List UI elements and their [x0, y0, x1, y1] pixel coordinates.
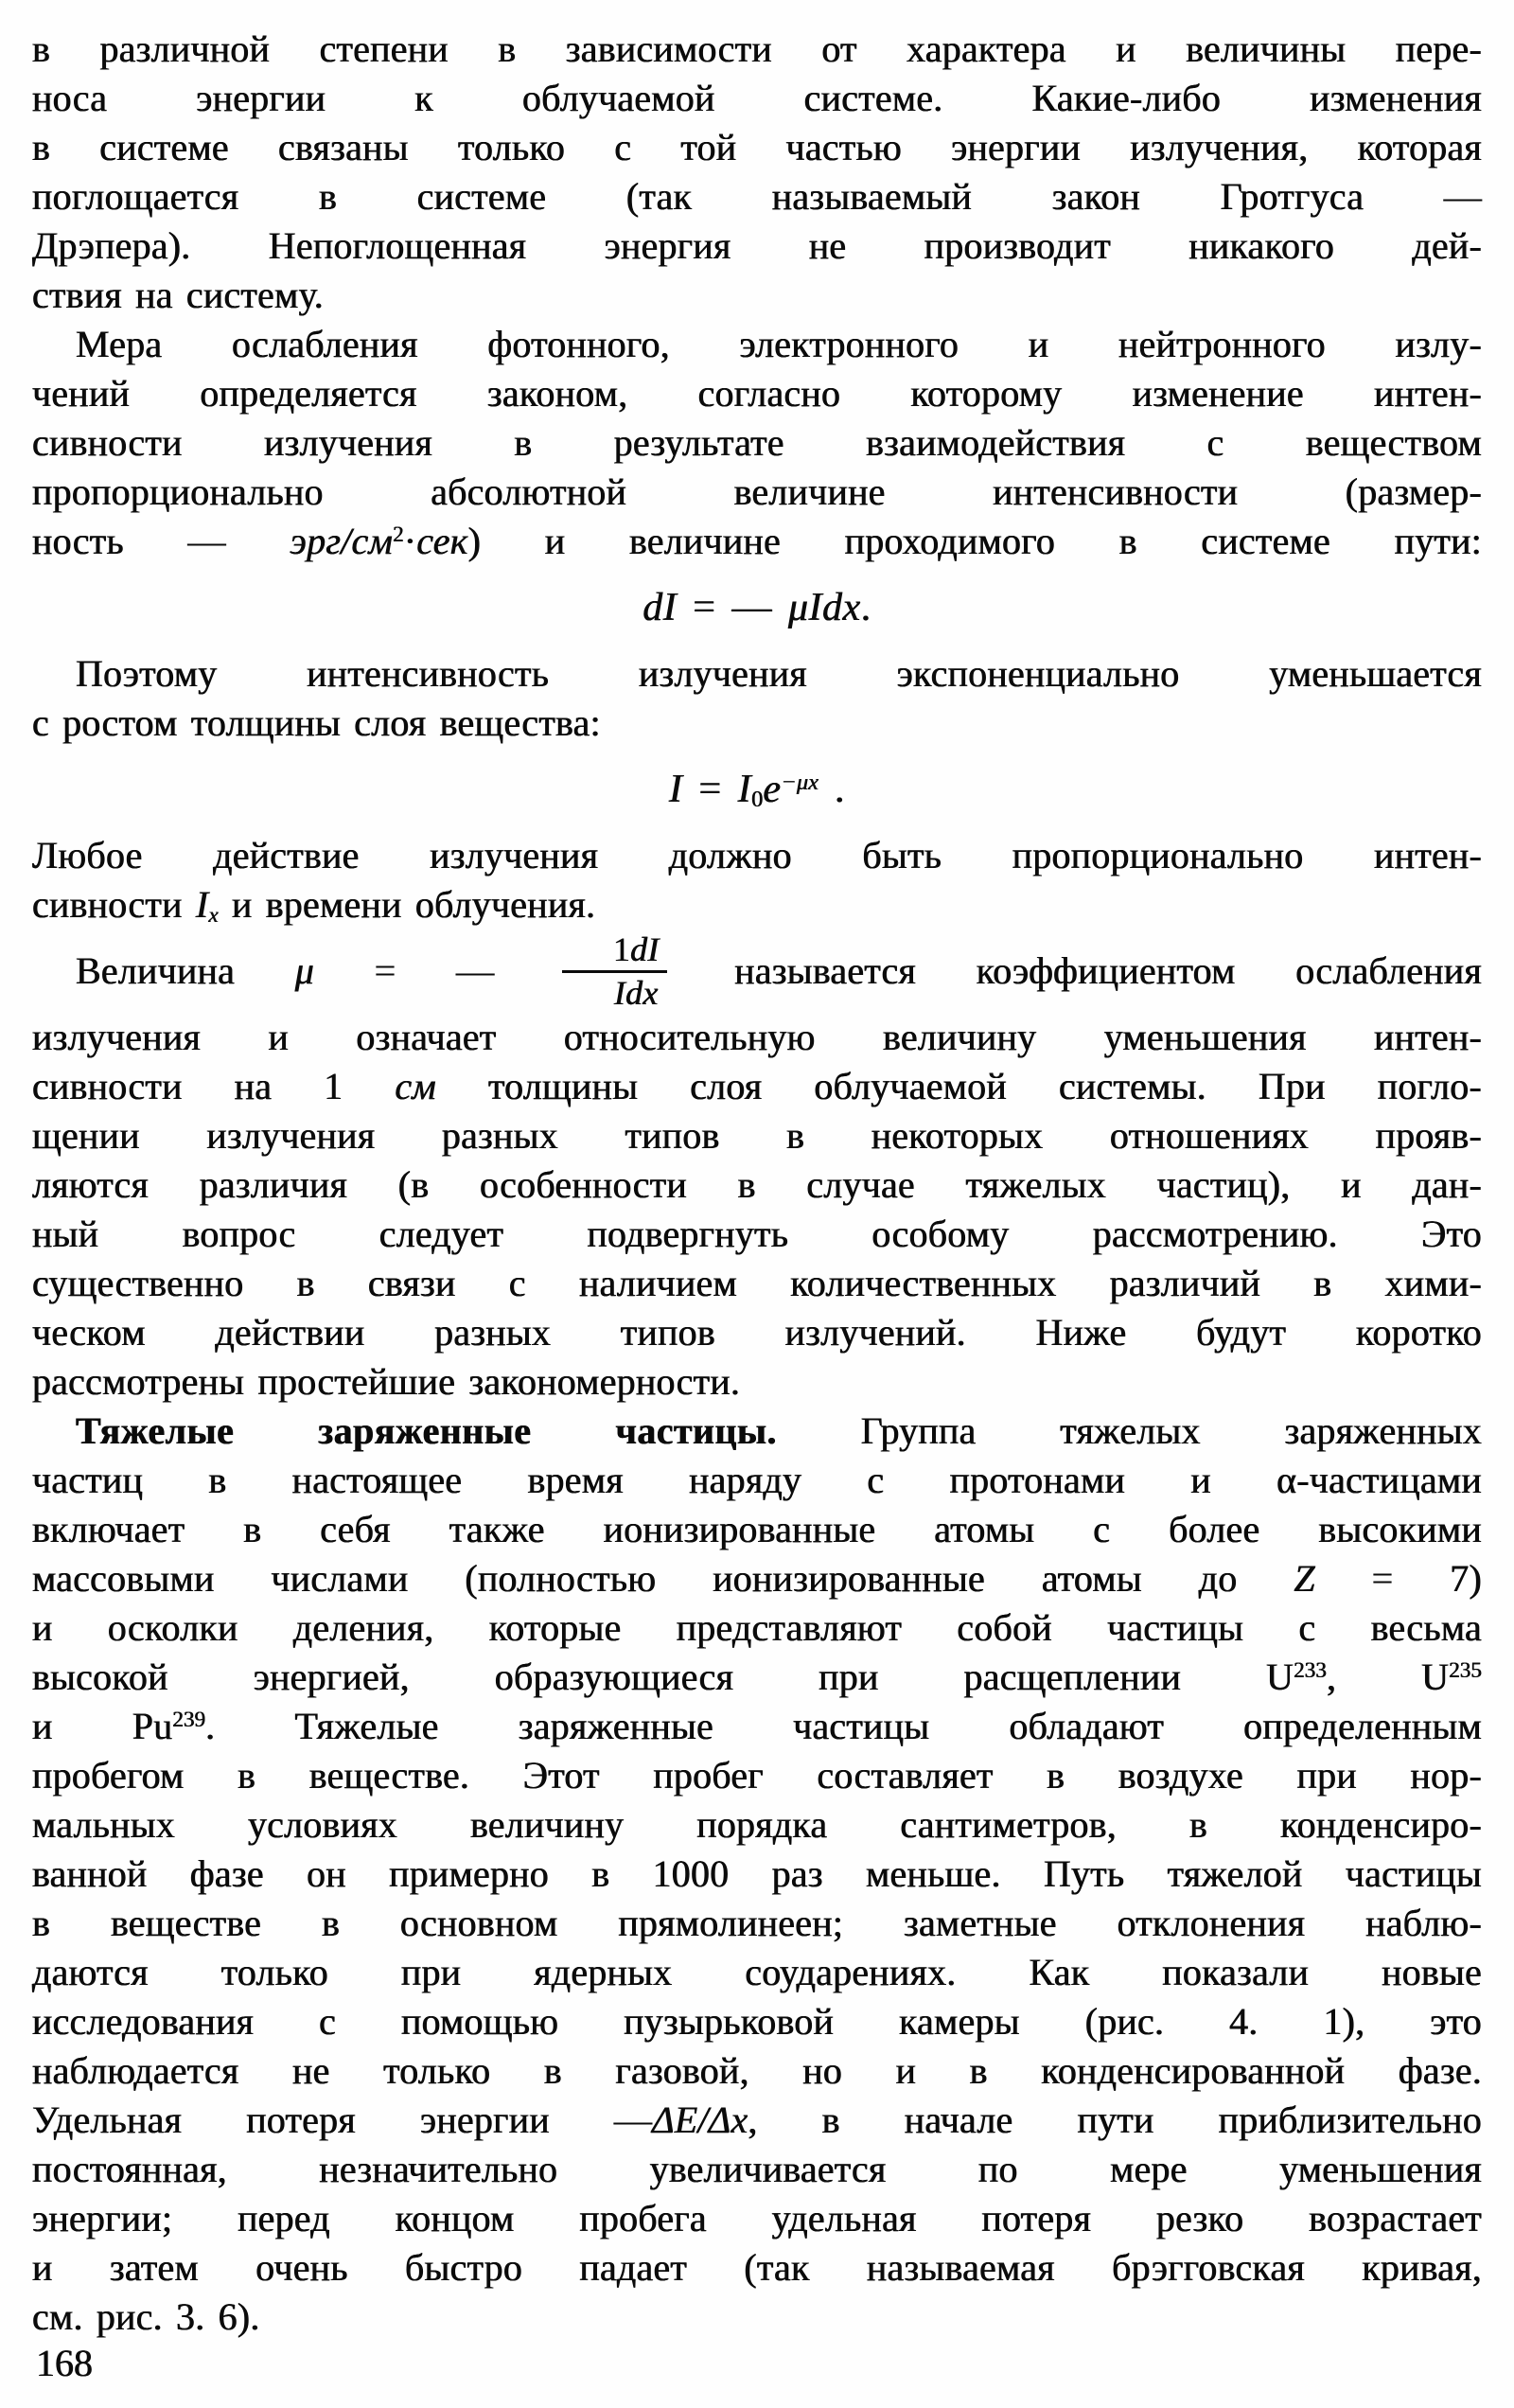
text-segment: μIdx — [787, 586, 861, 629]
text-segment: Дрэпера). Непоглощенная энергия не производит никакого дей- — [32, 224, 1482, 267]
text-line — [32, 123, 1482, 172]
text-segment: = — [682, 768, 738, 811]
text-segment: называется коэффициентом ослабления — [674, 949, 1482, 992]
text-segment: . Тяжелые заряженные частицы обладают определенным — [205, 1705, 1483, 1747]
text-line — [32, 25, 1482, 74]
text-segment: Группа тяжелых заряженных — [776, 1409, 1482, 1452]
text-segment: . — [819, 768, 845, 811]
text-segment: постоянная, незначительно увеличивается по мере уменьшения — [32, 2148, 1482, 2190]
text-segment: включает в себя также ионизированные атомы с более высокими — [32, 1508, 1482, 1550]
text-line — [32, 1554, 1482, 1603]
text-segment: , в начале пути приблизительно — [748, 2098, 1482, 2141]
text-line — [32, 468, 1482, 517]
text-segment: x — [208, 903, 219, 929]
fraction-numerator — [562, 931, 667, 973]
display-formula — [32, 748, 1482, 831]
display-formula — [32, 566, 1482, 649]
text-segment: пропорционально абсолютной величине интенсивности (размер- — [32, 470, 1482, 513]
text-segment: излучения и означает относительную величину уменьшения интен- — [32, 1016, 1482, 1058]
text-segment: ный вопрос следует подвергнуть особому рассмотрению. Это — [32, 1213, 1482, 1255]
text-line — [32, 699, 1482, 748]
text-line — [32, 1407, 1482, 1456]
text-line — [32, 320, 1482, 369]
text-segment: . — [860, 586, 871, 629]
text-segment: сивности излучения в результате взаимодействия с веществом — [32, 421, 1482, 464]
text-segment: рассмотрены простейшие закономерности. — [32, 1360, 741, 1403]
text-segment: Величина — [76, 949, 295, 992]
text-line — [32, 1505, 1482, 1554]
inline-fraction — [562, 931, 667, 1012]
text-line — [32, 1800, 1482, 1850]
text-line — [32, 930, 1482, 1013]
text-segment: и времени облучения. — [218, 883, 596, 926]
text-line — [32, 1850, 1482, 1899]
text-line — [32, 1062, 1482, 1111]
text-segment: Удельная потеря энергии — — [32, 2098, 653, 2141]
text-line — [32, 831, 1482, 880]
text-segment: 235 — [1449, 1658, 1482, 1684]
text-segment: в различной степени в зависимости от характера и величины пере- — [32, 27, 1482, 70]
text-segment: 2 — [393, 522, 404, 548]
text-line — [32, 2046, 1482, 2096]
text-segment: I — [195, 883, 209, 926]
text-line — [32, 517, 1482, 566]
text-segment: 0 — [751, 787, 764, 813]
text-segment: см. рис. 3. 6). — [32, 2295, 260, 2338]
text-line — [32, 1456, 1482, 1505]
text-segment: исследования с помощью пузырьковой камеры (рис. 4. 1), это — [32, 2000, 1482, 2043]
text-segment: ность — — [32, 520, 290, 562]
text-segment: массовыми числами (полностью ионизированные атомы до — [32, 1557, 1294, 1600]
text-segment: ческом действии разных типов излучений. Ниже будут коротко — [32, 1311, 1482, 1354]
text-segment: сивности на 1 — [32, 1065, 396, 1107]
text-segment: в веществе в основном прямолинеен; заметные отклонения наблю- — [32, 1902, 1482, 1944]
text-segment: 239 — [172, 1708, 206, 1733]
text-line — [32, 1013, 1482, 1062]
text-segment: · — [403, 520, 417, 562]
text-line — [32, 1653, 1482, 1702]
text-segment: Тяжелые заряженные частицы. — [76, 1409, 777, 1452]
text-segment: высокой энергией, образующиеся при расщеплении U — [32, 1656, 1294, 1698]
text-segment: и Pu — [32, 1705, 173, 1747]
text-segment: пробегом в веществе. Этот пробег составляет в воздухе при нор- — [32, 1754, 1482, 1797]
text-segment: наблюдается не только в газовой, но и в конденсированной фазе. — [32, 2049, 1482, 2092]
text-line — [32, 1259, 1482, 1308]
fraction-denominator — [562, 973, 667, 1012]
text-segment: ) и величине проходимого в системе пути: — [467, 520, 1483, 562]
text-line — [32, 1702, 1482, 1751]
text-segment: ляются различия (в особенности в случае тяжелых частиц), и дан- — [32, 1163, 1482, 1206]
text-line — [32, 1603, 1482, 1653]
text-segment: I — [668, 768, 683, 811]
text-segment: эрг/см — [290, 520, 394, 562]
text-segment: поглощается в системе (так называемый закон Гротгуса — — [32, 175, 1482, 218]
text-segment: e — [763, 768, 782, 811]
text-segment: = — — [677, 586, 788, 629]
text-line — [32, 172, 1482, 221]
text-segment: 1 — [612, 930, 631, 969]
text-segment: носа энергии к облучаемой системе. Какие-либо изменения — [32, 77, 1482, 119]
text-segment: ванной фазе он примерно в 1000 раз меньше. Путь тяжелой частицы — [32, 1852, 1482, 1895]
text-segment: сивности — [32, 883, 196, 926]
page-number: 168 — [36, 2342, 93, 2384]
text-line — [32, 880, 1482, 930]
text-line — [32, 418, 1482, 468]
text-line — [32, 1111, 1482, 1160]
text-line — [32, 649, 1482, 699]
text-line — [32, 2194, 1482, 2243]
text-segment: Любое действие излучения должно быть пропорционально интен- — [32, 834, 1482, 876]
text-segment: ствия на систему. — [32, 274, 324, 316]
text-segment: и осколки деления, которые представляют собой частицы с весьма — [32, 1606, 1482, 1649]
text-line — [32, 2293, 1482, 2342]
text-segment: с ростом толщины слоя вещества: — [32, 701, 601, 744]
text-line — [32, 2096, 1482, 2145]
text-line — [32, 369, 1482, 418]
text-line — [32, 1308, 1482, 1357]
text-segment: dI — [643, 586, 678, 629]
text-segment: даются только при ядерных соударениях. Как показали новые — [32, 1951, 1482, 1993]
text-line — [32, 2145, 1482, 2194]
text-line — [32, 1210, 1482, 1259]
text-segment: dI — [630, 930, 660, 969]
text-line — [32, 1997, 1482, 2046]
text-segment: −μx — [781, 769, 819, 795]
text-line — [32, 1899, 1482, 1948]
text-segment: щении излучения разных типов в некоторых отношениях прояв- — [32, 1114, 1482, 1157]
text-segment: = — — [314, 949, 555, 992]
text-segment: существенно в связи с наличием количественных различий в хими- — [32, 1262, 1482, 1304]
text-segment: I — [737, 768, 752, 811]
text-segment: энергии; перед концом пробега удельная потеря резко возрастает — [32, 2197, 1482, 2240]
text-segment: , U — [1326, 1656, 1450, 1698]
text-segment: толщины слоя облучаемой системы. При погло- — [436, 1065, 1482, 1107]
text-segment: частиц в настоящее время наряду с протонами и α-частицами — [32, 1459, 1482, 1501]
text-line — [32, 1160, 1482, 1210]
text-segment: Поэтому интенсивность излучения экспоненциально уменьшается — [76, 652, 1482, 695]
text-segment: Idx — [613, 974, 659, 1013]
text-line — [32, 271, 1482, 320]
text-segment: сек — [416, 520, 468, 562]
text-segment: 233 — [1294, 1658, 1327, 1684]
text-line — [32, 2243, 1482, 2293]
text-segment: мальных условиях величину порядка сантиметров, в конденсиро- — [32, 1803, 1482, 1846]
text-segment: и затем очень быстро падает (так называемая брэгговская кривая, — [32, 2246, 1482, 2289]
text-segment: Мера ослабления фотонного, электронного и нейтронного излу- — [76, 323, 1482, 365]
text-segment: чений определяется законом, согласно которому изменение интен- — [32, 372, 1482, 415]
text-line — [32, 221, 1482, 271]
text-line — [32, 1751, 1482, 1800]
text-line — [32, 1948, 1482, 1997]
text-segment: = 7) — [1314, 1557, 1482, 1600]
text-segment: μ — [294, 949, 315, 992]
text-segment: Z — [1294, 1557, 1315, 1600]
text-segment: см — [395, 1065, 437, 1107]
text-column — [32, 25, 1482, 2342]
text-segment: ΔE/Δx — [652, 2098, 748, 2141]
text-line — [32, 74, 1482, 123]
text-line — [32, 1357, 1482, 1407]
text-segment: в системе связаны только с той частью энергии излучения, которая — [32, 126, 1482, 168]
